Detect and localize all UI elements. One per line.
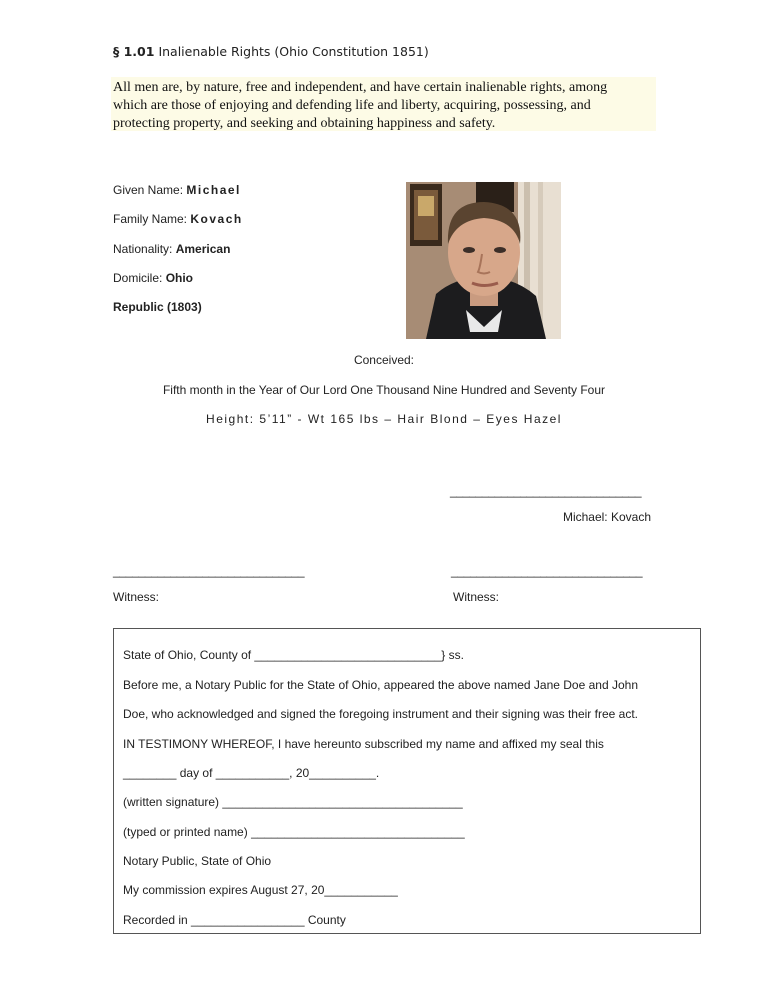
domicile-label: Domicile:	[113, 271, 163, 285]
notary-appearance-line: Before me, a Notary Public for the State of Ohio, appeared the above named Jane Doe and John	[123, 678, 638, 692]
nationality-field	[113, 242, 230, 256]
family-name-field	[113, 212, 243, 226]
portrait-photo	[406, 182, 561, 339]
given-name-value: Michael	[186, 183, 241, 197]
physical-description: Height: 5’11” - Wt 165 lbs – Hair Blond – Eyes Hazel	[206, 412, 562, 426]
portrait-image	[406, 182, 561, 339]
nationality-label: Nationality:	[113, 242, 173, 256]
nationality-value: American	[175, 242, 231, 256]
given-name-field	[113, 183, 241, 197]
notary-written-signature-line: (written signature) ____________________________________	[123, 795, 463, 809]
section-title: Inalienable Rights (Ohio Constitution 1851)	[158, 44, 429, 59]
signer-signature-line[interactable]: ______________________________	[450, 484, 642, 498]
constitution-quote	[111, 77, 656, 131]
quote-line-3: protecting property, and seeking and obtaining happiness and safety.	[113, 116, 496, 131]
notary-acknowledged-line: Doe, who acknowledged and signed the foregoing instrument and their signing was their free act.	[123, 707, 638, 721]
domicile-field	[113, 271, 193, 285]
family-name-label: Family Name:	[113, 212, 188, 226]
republic-text: Republic (1803)	[113, 300, 202, 314]
witness-left-signature-line[interactable]: ______________________________	[113, 564, 305, 578]
notary-printed-name-line: (typed or printed name) ________________________________	[123, 825, 465, 839]
witness-right-label: Witness:	[453, 590, 500, 604]
witness-right-signature-line[interactable]: ______________________________	[451, 564, 643, 578]
republic-field	[113, 300, 202, 314]
notary-date-line: ________ day of ___________, 20__________.	[123, 766, 380, 780]
quote-line-1: All men are, by nature, free and independent, and have certain inalienable rights, among	[113, 80, 608, 95]
conceived-text: Fifth month in the Year of Our Lord One Thousand Nine Hundred and Seventy Four	[162, 383, 606, 397]
given-name-label: Given Name:	[113, 183, 184, 197]
notary-commission-line: My commission expires August 27, 20___________	[123, 883, 398, 897]
section-number: § 1.01	[113, 44, 155, 59]
notary-testimony-line: IN TESTIMONY WHEREOF, I have hereunto subscribed my name and affixed my seal this	[123, 737, 604, 751]
notary-acknowledgment-box	[113, 628, 701, 934]
notary-title-line: Notary Public, State of Ohio	[123, 854, 272, 868]
conceived-label: Conceived:	[353, 353, 415, 367]
notary-county-line: State of Ohio, County of ____________________________} ss.	[123, 648, 464, 662]
signer-name: Michael: Kovach	[562, 510, 651, 524]
domicile-value: Ohio	[165, 271, 194, 285]
notary-recorded-line: Recorded in _________________ County	[123, 913, 346, 927]
witness-left-label: Witness:	[113, 590, 160, 604]
section-heading	[113, 44, 429, 59]
family-name-value: Kovach	[190, 212, 243, 226]
quote-line-2: which are those of enjoying and defending life and liberty, acquiring, possessing, and	[113, 98, 591, 113]
